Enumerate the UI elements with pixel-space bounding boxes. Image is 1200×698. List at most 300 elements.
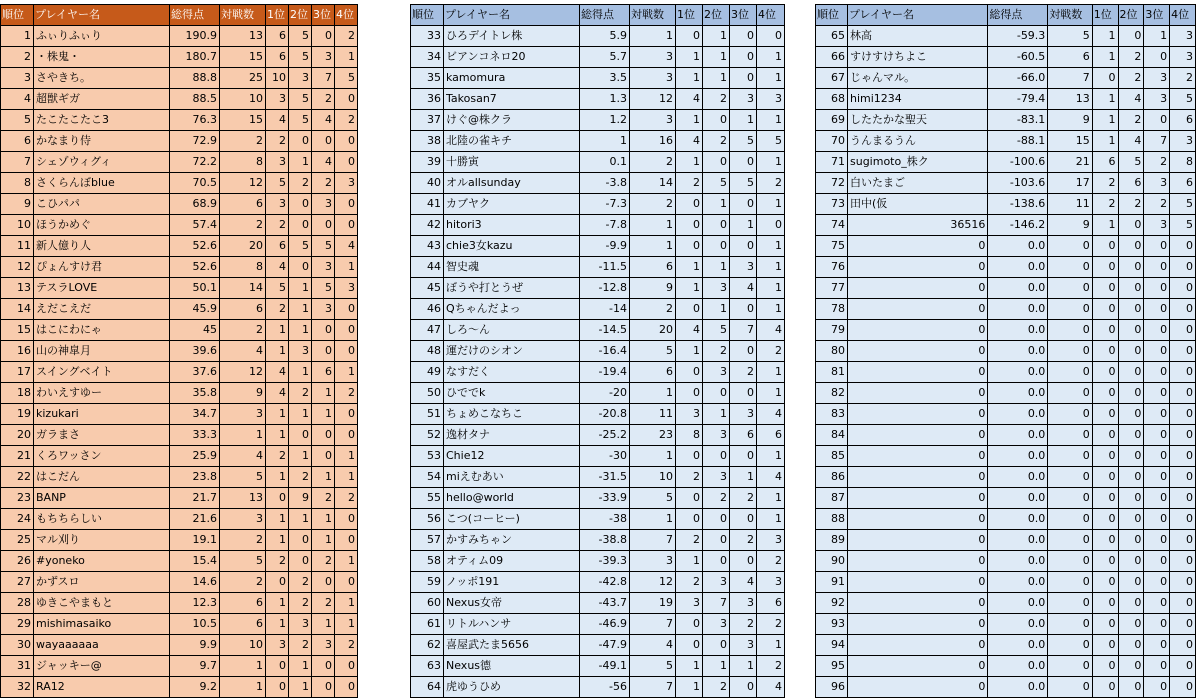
total-score-cell: 0.0 [988, 467, 1048, 488]
games-cell: 3 [220, 404, 266, 425]
first-place-cell: 1 [676, 47, 703, 68]
rank-cell: 72 [816, 173, 848, 194]
player-name-cell: なすだく [444, 362, 580, 383]
rank-cell: 73 [816, 194, 848, 215]
second-place-cell: 0 [703, 152, 730, 173]
player-name-cell: ひででk [444, 383, 580, 404]
games-cell: 7 [630, 677, 676, 698]
second-place-cell: 0 [1118, 572, 1144, 593]
first-place-cell: 0 [1092, 341, 1118, 362]
rank-cell: 55 [411, 488, 444, 509]
second-place-cell: 0 [1118, 467, 1144, 488]
third-place-cell: 0 [1144, 467, 1170, 488]
player-name-cell: kamomura [444, 68, 580, 89]
first-place-cell: 0 [1092, 677, 1118, 698]
games-cell: 9 [1048, 215, 1092, 236]
second-place-cell: 5 [289, 89, 312, 110]
total-score-cell: -38 [580, 509, 630, 530]
third-place-cell: 3 [312, 47, 335, 68]
total-score-cell: 21.7 [170, 488, 220, 509]
player-name-cell: chie3女kazu [444, 236, 580, 257]
fourth-place-cell: 5 [1170, 215, 1196, 236]
first-place-cell: 3 [676, 404, 703, 425]
games-cell: 0 [1048, 425, 1092, 446]
third-place-cell: 0 [730, 68, 757, 89]
table-row [411, 551, 785, 572]
first-place-cell: 1 [266, 467, 289, 488]
games-cell: 0 [1048, 341, 1092, 362]
fourth-place-cell: 6 [1170, 110, 1196, 131]
rank-cell: 61 [411, 614, 444, 635]
first-place-cell: 0 [1092, 236, 1118, 257]
ranking-table-1 [0, 4, 358, 698]
games-cell: 12 [630, 572, 676, 593]
first-place-cell: 0 [1092, 383, 1118, 404]
first-place-cell: 0 [676, 509, 703, 530]
first-place-cell: 5 [266, 278, 289, 299]
games-header: 対戦数 [220, 5, 266, 26]
games-cell: 1 [630, 446, 676, 467]
total-score-cell: 52.6 [170, 236, 220, 257]
player-name-cell: ふぃりふぃり [34, 26, 170, 47]
fourth-place-cell: 0 [335, 89, 358, 110]
total-score-cell: -20 [580, 383, 630, 404]
fourth-place-cell: 5 [757, 131, 785, 152]
games-cell: 13 [220, 26, 266, 47]
first-place-cell: 0 [676, 299, 703, 320]
rank-cell: 35 [411, 68, 444, 89]
total-score-cell: 34.7 [170, 404, 220, 425]
rank-cell: 62 [411, 635, 444, 656]
rank-cell: 90 [816, 551, 848, 572]
first-place-cell: 3 [266, 194, 289, 215]
first-place-cell: 0 [676, 446, 703, 467]
fourth-place-cell: 4 [757, 677, 785, 698]
player-name-cell: オティム09 [444, 551, 580, 572]
rank-cell: 79 [816, 320, 848, 341]
total-score-cell: 14.6 [170, 572, 220, 593]
third-place-cell: 0 [1144, 488, 1170, 509]
third-place-cell: 3 [1144, 68, 1170, 89]
table-row [816, 299, 1196, 320]
third-place-header: 3位 [730, 5, 757, 26]
rank-cell: 54 [411, 467, 444, 488]
rank-cell: 66 [816, 47, 848, 68]
second-place-cell: 2 [1118, 110, 1144, 131]
total-score-cell: 35.8 [170, 383, 220, 404]
first-place-cell: 1 [676, 341, 703, 362]
fourth-place-cell: 1 [757, 278, 785, 299]
second-place-cell: 1 [289, 677, 312, 698]
games-cell: 0 [1048, 446, 1092, 467]
first-place-header: 1位 [676, 5, 703, 26]
fourth-place-cell: 0 [1170, 656, 1196, 677]
second-place-cell: 0 [289, 194, 312, 215]
first-place-cell: 1 [1092, 215, 1118, 236]
total-score-cell: 9.2 [170, 677, 220, 698]
games-cell: 6 [220, 593, 266, 614]
first-place-cell: 4 [266, 362, 289, 383]
third-place-cell: 2 [312, 488, 335, 509]
rank-cell: 64 [411, 677, 444, 698]
second-place-cell: 2 [1118, 68, 1144, 89]
games-cell: 21 [1048, 152, 1092, 173]
table-row [816, 131, 1196, 152]
games-cell: 0 [1048, 530, 1092, 551]
games-cell: 1 [630, 215, 676, 236]
rank-cell: 59 [411, 572, 444, 593]
rank-cell: 68 [816, 89, 848, 110]
player-name-cell: RA12 [34, 677, 170, 698]
table-row [816, 656, 1196, 677]
fourth-place-cell: 3 [1170, 47, 1196, 68]
third-place-cell: 2 [730, 362, 757, 383]
player-name-cell: さやきち。 [34, 68, 170, 89]
second-place-header: 2位 [1118, 5, 1144, 26]
table-row [411, 131, 785, 152]
total-score-cell: -59.3 [988, 26, 1048, 47]
fourth-place-cell: 6 [757, 593, 785, 614]
player-name-cell: 超獣ギガ [34, 89, 170, 110]
table-row [411, 89, 785, 110]
second-place-cell: 1 [289, 299, 312, 320]
total-score-cell: -100.6 [988, 152, 1048, 173]
total-score-cell: 0.1 [580, 152, 630, 173]
games-cell: 0 [1048, 236, 1092, 257]
games-cell: 13 [220, 488, 266, 509]
total-score-cell: -79.4 [988, 89, 1048, 110]
table-row [1, 362, 358, 383]
games-cell: 25 [220, 68, 266, 89]
second-place-cell: 9 [289, 488, 312, 509]
player-name-cell: wayaaaaaa [34, 635, 170, 656]
first-place-cell: 6 [1092, 152, 1118, 173]
first-place-cell: 1 [676, 257, 703, 278]
third-place-cell: 5 [730, 131, 757, 152]
player-name-cell: 0 [848, 593, 988, 614]
player-name-cell: 0 [848, 341, 988, 362]
total-score-cell: -47.9 [580, 635, 630, 656]
third-place-cell: 0 [1144, 509, 1170, 530]
player-name-cell: 新人億り人 [34, 236, 170, 257]
first-place-cell: 1 [676, 152, 703, 173]
rank-cell: 83 [816, 404, 848, 425]
rank-cell: 3 [1, 68, 34, 89]
games-cell: 5 [220, 467, 266, 488]
fourth-place-cell: 0 [1170, 593, 1196, 614]
first-place-cell: 4 [266, 383, 289, 404]
player-name-header: プレイヤー名 [34, 5, 170, 26]
games-cell: 9 [1048, 110, 1092, 131]
fourth-place-cell: 2 [335, 110, 358, 131]
table-row [411, 593, 785, 614]
table-row [411, 236, 785, 257]
second-place-cell: 1 [289, 509, 312, 530]
third-place-cell: 0 [1144, 299, 1170, 320]
second-place-cell: 3 [703, 278, 730, 299]
first-place-cell: 2 [266, 215, 289, 236]
rank-cell: 26 [1, 551, 34, 572]
games-cell: 0 [1048, 572, 1092, 593]
total-score-cell: -14.5 [580, 320, 630, 341]
total-score-cell: 72.9 [170, 131, 220, 152]
third-place-cell: 0 [730, 677, 757, 698]
second-place-cell: 0 [1118, 593, 1144, 614]
fourth-place-cell: 0 [1170, 341, 1196, 362]
player-name-cell: けぐ@株クラ [444, 110, 580, 131]
second-place-cell: 0 [1118, 635, 1144, 656]
first-place-cell: 0 [676, 383, 703, 404]
fourth-place-cell: 1 [335, 551, 358, 572]
rank-cell: 94 [816, 635, 848, 656]
table-row [411, 299, 785, 320]
table-row [1, 89, 358, 110]
player-name-cell: 0 [848, 572, 988, 593]
player-name-cell: ノッポ191 [444, 572, 580, 593]
first-place-cell: 0 [1092, 425, 1118, 446]
second-place-cell: 1 [289, 404, 312, 425]
first-place-cell: 1 [266, 320, 289, 341]
second-place-cell: 1 [289, 152, 312, 173]
third-place-cell: 0 [312, 677, 335, 698]
rank-cell: 1 [1, 26, 34, 47]
second-place-cell: 0 [1118, 656, 1144, 677]
rank-cell: 89 [816, 530, 848, 551]
player-name-cell: シェゾウィグィ [34, 152, 170, 173]
fourth-place-cell: 0 [1170, 530, 1196, 551]
total-score-cell: 0.0 [988, 509, 1048, 530]
table-row [816, 362, 1196, 383]
table-row [1, 467, 358, 488]
games-cell: 0 [1048, 383, 1092, 404]
first-place-cell: 3 [676, 593, 703, 614]
fourth-place-cell: 0 [1170, 677, 1196, 698]
total-score-cell: 0.0 [988, 299, 1048, 320]
total-score-cell: 5.7 [580, 47, 630, 68]
fourth-place-cell: 0 [1170, 446, 1196, 467]
rank-cell: 93 [816, 614, 848, 635]
table-row [1, 635, 358, 656]
player-name-cell: 0 [848, 509, 988, 530]
ranking-body [816, 26, 1196, 698]
total-score-cell: 57.4 [170, 215, 220, 236]
total-score-cell: 0.0 [988, 614, 1048, 635]
third-place-cell: 2 [1144, 194, 1170, 215]
fourth-place-cell: 0 [335, 131, 358, 152]
first-place-cell: 1 [1092, 26, 1118, 47]
total-score-cell: -11.5 [580, 257, 630, 278]
table-row [1, 341, 358, 362]
table-row [1, 152, 358, 173]
rank-cell: 27 [1, 572, 34, 593]
third-place-cell: 0 [1144, 614, 1170, 635]
rank-cell: 81 [816, 362, 848, 383]
table-row [411, 488, 785, 509]
second-place-cell: 2 [703, 677, 730, 698]
games-cell: 11 [630, 404, 676, 425]
third-place-cell: 0 [730, 194, 757, 215]
second-place-cell: 0 [1118, 383, 1144, 404]
player-name-cell: mishimasaiko [34, 614, 170, 635]
rank-cell: 36 [411, 89, 444, 110]
player-name-cell: もちちらしい [34, 509, 170, 530]
table-row [411, 425, 785, 446]
third-place-cell: 0 [312, 26, 335, 47]
total-score-cell: 0.0 [988, 278, 1048, 299]
total-score-cell: 0.0 [988, 362, 1048, 383]
table-row [816, 530, 1196, 551]
player-name-cell: 0 [848, 404, 988, 425]
player-name-cell: ガラまさ [34, 425, 170, 446]
third-place-cell: 7 [730, 320, 757, 341]
third-place-cell: 2 [730, 530, 757, 551]
fourth-place-cell: 2 [335, 383, 358, 404]
games-cell: 6 [220, 299, 266, 320]
third-place-cell: 1 [730, 215, 757, 236]
second-place-cell: 0 [289, 257, 312, 278]
second-place-cell: 3 [703, 362, 730, 383]
player-name-cell: 逸材タナ [444, 425, 580, 446]
rank-cell: 60 [411, 593, 444, 614]
first-place-cell: 0 [1092, 467, 1118, 488]
total-score-cell: -9.9 [580, 236, 630, 257]
header-row [1, 5, 358, 26]
third-place-cell: 0 [730, 47, 757, 68]
table-row [411, 194, 785, 215]
fourth-place-cell: 0 [1170, 278, 1196, 299]
rank-cell: 21 [1, 446, 34, 467]
second-place-cell: 0 [1118, 257, 1144, 278]
games-cell: 16 [630, 131, 676, 152]
player-name-cell: Nexus德 [444, 656, 580, 677]
second-place-cell: 5 [289, 26, 312, 47]
table-row [1, 446, 358, 467]
total-score-cell: 68.9 [170, 194, 220, 215]
third-place-cell: 0 [312, 131, 335, 152]
player-name-cell: すけすけちよこ [848, 47, 988, 68]
first-place-cell: 0 [266, 677, 289, 698]
games-cell: 0 [1048, 467, 1092, 488]
second-place-cell: 2 [289, 635, 312, 656]
player-name-cell: sugimoto_株ク [848, 152, 988, 173]
table-row [816, 467, 1196, 488]
first-place-cell: 1 [1092, 110, 1118, 131]
first-place-cell: 0 [1092, 362, 1118, 383]
games-cell: 1 [630, 509, 676, 530]
table-row [1, 131, 358, 152]
first-place-cell: 0 [1092, 551, 1118, 572]
first-place-cell: 1 [676, 656, 703, 677]
rank-cell: 50 [411, 383, 444, 404]
fourth-place-cell: 5 [335, 68, 358, 89]
second-place-cell: 5 [289, 236, 312, 257]
second-place-cell: 2 [289, 383, 312, 404]
player-name-cell: 0 [848, 488, 988, 509]
player-name-cell: #yoneko [34, 551, 170, 572]
table-row [1, 194, 358, 215]
rank-cell: 30 [1, 635, 34, 656]
table-row [411, 173, 785, 194]
table-row [816, 236, 1196, 257]
third-place-cell: 2 [312, 593, 335, 614]
fourth-place-cell: 4 [757, 404, 785, 425]
fourth-place-cell: 1 [335, 467, 358, 488]
total-score-cell: -49.1 [580, 656, 630, 677]
games-cell: 0 [1048, 257, 1092, 278]
second-place-cell: 5 [1118, 152, 1144, 173]
games-cell: 1 [220, 656, 266, 677]
table-row [816, 593, 1196, 614]
third-place-cell: 0 [1144, 341, 1170, 362]
player-name-cell: 0 [848, 362, 988, 383]
rank-cell: 29 [1, 614, 34, 635]
rank-cell: 91 [816, 572, 848, 593]
table-row [411, 404, 785, 425]
total-score-cell: 45 [170, 320, 220, 341]
first-place-cell: 3 [266, 635, 289, 656]
fourth-place-cell: 0 [1170, 425, 1196, 446]
table-row [816, 215, 1196, 236]
total-score-header: 総得点 [170, 5, 220, 26]
third-place-cell: 3 [730, 404, 757, 425]
first-place-cell: 0 [1092, 404, 1118, 425]
table-row [816, 572, 1196, 593]
table-row [1, 488, 358, 509]
third-place-cell: 3 [1144, 215, 1170, 236]
first-place-cell: 10 [266, 68, 289, 89]
player-name-cell: 十勝寅 [444, 152, 580, 173]
rank-cell: 28 [1, 593, 34, 614]
table-row [1, 110, 358, 131]
fourth-place-cell: 0 [1170, 257, 1196, 278]
second-place-cell: 0 [289, 215, 312, 236]
games-cell: 0 [1048, 593, 1092, 614]
third-place-cell: 3 [312, 194, 335, 215]
second-place-cell: 0 [703, 551, 730, 572]
table-row [411, 383, 785, 404]
second-place-cell: 0 [1118, 488, 1144, 509]
rank-cell: 42 [411, 215, 444, 236]
first-place-cell: 0 [1092, 593, 1118, 614]
table-row [1, 677, 358, 698]
games-cell: 4 [220, 341, 266, 362]
fourth-place-cell: 1 [335, 593, 358, 614]
fourth-place-cell: 4 [335, 236, 358, 257]
games-cell: 19 [630, 593, 676, 614]
table-row [816, 383, 1196, 404]
player-name-cell: kizukari [34, 404, 170, 425]
first-place-cell: 0 [266, 656, 289, 677]
player-name-cell: さくらんぼblue [34, 173, 170, 194]
third-place-cell: 0 [730, 152, 757, 173]
games-cell: 3 [630, 551, 676, 572]
fourth-place-cell: 0 [335, 152, 358, 173]
games-header: 対戦数 [1048, 5, 1092, 26]
third-place-cell: 3 [312, 257, 335, 278]
third-place-cell: 0 [1144, 572, 1170, 593]
rank-cell: 41 [411, 194, 444, 215]
games-cell: 0 [1048, 299, 1092, 320]
fourth-place-cell: 2 [335, 26, 358, 47]
player-name-cell: 山の神皐月 [34, 341, 170, 362]
games-cell: 6 [1048, 47, 1092, 68]
second-place-cell: 1 [703, 68, 730, 89]
fourth-place-cell: 3 [335, 278, 358, 299]
fourth-place-cell: 0 [1170, 320, 1196, 341]
first-place-cell: 1 [266, 425, 289, 446]
table-row [816, 341, 1196, 362]
fourth-place-cell: 3 [1170, 26, 1196, 47]
